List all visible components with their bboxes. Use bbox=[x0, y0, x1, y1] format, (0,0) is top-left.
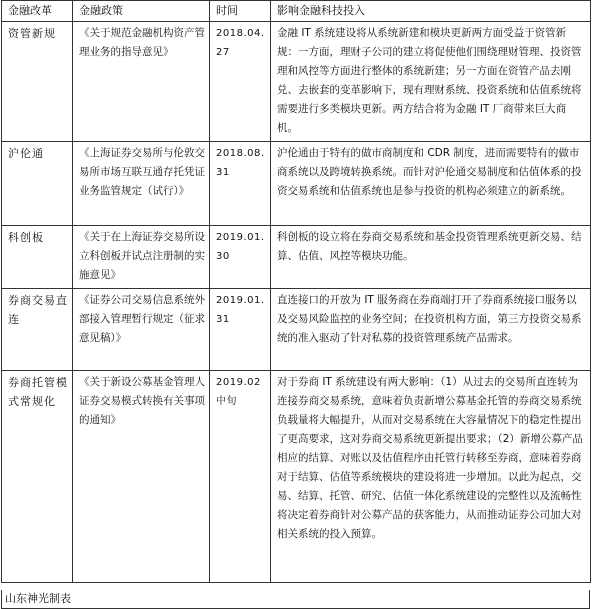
table-row bbox=[2, 371, 591, 583]
table-row bbox=[2, 142, 591, 226]
table-row bbox=[2, 226, 591, 289]
table-row bbox=[2, 289, 591, 371]
policy-cell: 《关于新设公募基金管理人证券交易模式转换有关事项的通知》 bbox=[73, 371, 210, 583]
table-header-row bbox=[2, 1, 591, 22]
policy-cell: 《关于规范金融机构资产管理业务的指导意见》 bbox=[73, 22, 210, 142]
header-time: 时间 bbox=[210, 1, 271, 22]
reform-cell: 沪伦通 bbox=[2, 142, 73, 226]
table-source-note: 山东神光制表 bbox=[1, 590, 590, 609]
header-reform: 金融改革 bbox=[2, 1, 73, 22]
impact-cell: 直连接口的开放为 IT 服务商在券商端打开了券商系统接口服务以及交易风险监控的业务空间；在投资机构方面，第三方投资交易系统的准入驱动了针对私募的投资管理系统产品需求。 bbox=[271, 289, 591, 371]
time-cell: 2019.02中旬 bbox=[210, 371, 271, 583]
header-impact: 影响金融科技投入 bbox=[271, 1, 591, 22]
reform-cell: 科创板 bbox=[2, 226, 73, 289]
time-cell: 2019.01.30 bbox=[210, 226, 271, 289]
time-cell: 2018.04.27 bbox=[210, 22, 271, 142]
reform-cell: 资管新规 bbox=[2, 22, 73, 142]
reform-cell: 券商交易直连 bbox=[2, 289, 73, 371]
impact-cell: 科创板的设立将在券商交易系统和基金投资管理系统更新交易、结算、估值、风控等模块功能。 bbox=[271, 226, 591, 289]
header-policy: 金融政策 bbox=[73, 1, 210, 22]
policy-cell: 《关于在上海证券交易所设立科创板并试点注册制的实施意见》 bbox=[73, 226, 210, 289]
impact-cell: 沪伦通由于特有的做市商制度和 CDR 制度，进而需要特有的做市商系统以及跨境转换系统。而针对沪伦通交易制度和估值体系的投资交易系统和估值系统也是参与投资的机构必须建立的新系统。 bbox=[271, 142, 591, 226]
policy-table bbox=[1, 0, 591, 583]
impact-cell: 对于券商 IT 系统建设有两大影响：（1）从过去的交易所直连转为连接券商交易系统，意味着负责新增公募基金托管的券商交易系统负载量将大幅提升，从而对交易系统在大容量情况下的稳定性提出了更高要求，这对券商交易系统更新提出要求；（2）新增公募产品相应的结算、对账以及估值程序由托管行转移至券商，意味着券商对于结算、估值等系统模块的建设将进一步增加。以此为起点，交易、结算、托管、研究、估值一体化系统建设的完整性以及流畅性将决定着券商针对公募产品的获客能力，从而推动证券公司加大对相关系统的投入预算。 bbox=[271, 371, 591, 583]
policy-cell: 《证券公司交易信息系统外部接入管理暂行规定（征求意见稿）》 bbox=[73, 289, 210, 371]
policy-cell: 《上海证券交易所与伦敦交易所市场互联互通存托凭证业务监管规定（试行）》 bbox=[73, 142, 210, 226]
impact-cell: 金融 IT 系统建设将从系统新建和模块更新两方面受益于资管新规：一方面，理财子公司的建立将促使他们围绕理财管理、投资管理和风控等方面进行整体的系统新建；另一方面在资管产品去刚兑、去嵌套的变革影响下，现有理财系统、投资系统和估值系统将需要进行多类模块更新。两方结合将为金融 IT 厂商带来巨大商机。 bbox=[271, 22, 591, 142]
table-row bbox=[2, 22, 591, 142]
time-cell: 2019.01.31 bbox=[210, 289, 271, 371]
reform-cell: 券商托管模式常规化 bbox=[2, 371, 73, 583]
time-cell: 2018.08.31 bbox=[210, 142, 271, 226]
